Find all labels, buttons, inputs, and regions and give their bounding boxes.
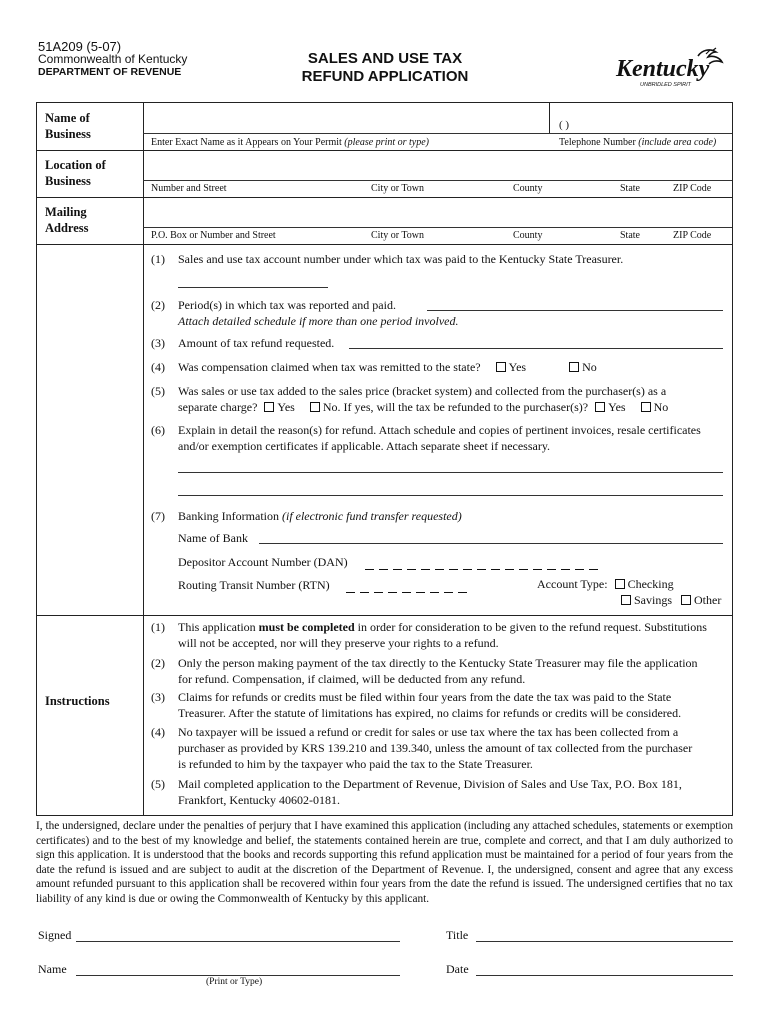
i3-text-line1: Claims for refunds or credits must be filed within four years from the date the tax was paid to the State <box>178 690 672 704</box>
bank-name-label: Name of Bank <box>178 531 248 545</box>
digit-slot[interactable] <box>402 592 411 593</box>
digit-slot[interactable] <box>407 569 416 570</box>
q2-text: Period(s) in which tax was reported and paid. <box>178 298 396 312</box>
dan-label: Depositor Account Number (DAN) <box>178 555 348 569</box>
savings-label: Savings <box>634 593 673 607</box>
mailing-label: Mailing Address <box>45 205 89 235</box>
q4-yes-checkbox[interactable] <box>496 362 506 372</box>
q2-number: (2) <box>151 298 165 312</box>
i1-text-line1: This application must be completed in order for consideration to be given to the refund request. Substitutions <box>178 620 707 634</box>
q4-number: (4) <box>151 360 165 374</box>
q6-text-line2: and/or exemption certificates if applicable. Attach separate sheet if necessary. <box>178 439 551 453</box>
digit-slot[interactable] <box>561 569 570 570</box>
horse-icon <box>610 46 730 92</box>
digit-slot[interactable] <box>444 592 453 593</box>
dan-field[interactable] <box>365 554 603 572</box>
digit-slot[interactable] <box>421 569 430 570</box>
rtn-label: Routing Transit Number (RTN) <box>178 578 330 592</box>
signed-label: Signed <box>38 928 72 942</box>
telephone-field[interactable] <box>551 105 729 132</box>
form-title <box>250 50 520 86</box>
declaration-text: I, the undersigned, declare under the penalties of perjury that I have examined this application (including any attached schedules, statements or exemption certificates) and to the best of my knowledge and belief, the statements contained herein are true, complete and correct, and that I am duly authorized to sign this application. It is understood that the books and records supporting this refund application must be maintained for a period of four years from the date the refund is issued and are subject to audit at the discretion of the Department of Revenue. I, the undersigned, consent and agree that any excess amount refunded pursuant to this application shall be recovered within four years from the date the refund is issued. The undersigned certifies that no tax liability of any kind is due or owing the Commonwealth of Kentucky by this applicant. <box>36 820 733 905</box>
i5-text-line2: Frankfort, Kentucky 40602-0181. <box>178 793 340 807</box>
print-type-hint: (Print or Type) <box>206 977 263 987</box>
title-line-2: REFUND APPLICATION <box>301 68 469 85</box>
checking-label: Checking <box>627 577 674 591</box>
bank-name-line[interactable] <box>259 543 723 544</box>
mailing-col-zip: ZIP Code <box>673 230 712 241</box>
rtn-field[interactable] <box>346 577 472 595</box>
q1-text: Sales and use tax account number under which tax was paid to the Kentucky State Treasurer. <box>178 252 624 266</box>
i2-number: (2) <box>151 656 165 670</box>
digit-slot[interactable] <box>547 569 556 570</box>
logo-tagline: UNBRIDLED SPIRIT <box>640 82 692 88</box>
q6-answer-line-1[interactable] <box>178 472 723 473</box>
digit-slot[interactable] <box>374 592 383 593</box>
i4-text-line1: No taxpayer will be issued a refund or credit for sales or use tax where the tax has been collected from a <box>178 725 679 739</box>
digit-slot[interactable] <box>360 592 369 593</box>
i4-text-line2: purchaser as provided by KRS 139.210 and 139.340, unless the amount of tax collected from the purchaser <box>178 741 693 755</box>
mailing-col-street: P.O. Box or Number and Street <box>151 230 276 241</box>
location-label: Location of Business <box>45 158 106 188</box>
instructions-label: Instructions <box>45 694 110 708</box>
title-line-1: SALES AND USE TAX <box>307 50 463 67</box>
form-code: 51A209 (5-07) <box>38 39 122 54</box>
i2-text-line2: for refund. Compensation, if claimed, will be deducted from any refund. <box>178 672 526 686</box>
q6-answer-line-2[interactable] <box>178 495 723 496</box>
location-col-state: State <box>620 183 640 194</box>
i5-number: (5) <box>151 777 165 791</box>
q4-no-label: No <box>582 360 597 374</box>
digit-slot[interactable] <box>575 569 584 570</box>
location-col-city: City or Town <box>371 183 425 194</box>
digit-slot[interactable] <box>519 569 528 570</box>
q6-number: (6) <box>151 423 165 437</box>
other-label: Other <box>694 593 722 607</box>
q4-yes-label: Yes <box>508 360 527 374</box>
logo-wordmark: Kentucky <box>616 56 710 82</box>
title-label: Title <box>446 928 469 942</box>
location-col-zip: ZIP Code <box>673 183 712 194</box>
business-name-field[interactable] <box>145 105 547 132</box>
digit-slot[interactable] <box>458 592 467 593</box>
account-type-more <box>617 592 721 608</box>
i4-number: (4) <box>151 725 165 739</box>
digit-slot[interactable] <box>365 569 374 570</box>
digit-slot[interactable] <box>505 569 514 570</box>
digit-slot[interactable] <box>379 569 388 570</box>
signed-line[interactable] <box>76 941 400 942</box>
business-name-hint: Enter Exact Name as it Appears on Your Permit (please print or type) <box>151 137 429 148</box>
kentucky-logo <box>610 46 730 92</box>
q3-answer-line[interactable] <box>349 348 723 349</box>
name-line[interactable] <box>76 975 400 976</box>
q5-no-checkbox[interactable] <box>310 402 320 412</box>
i2-text-line1: Only the person making payment of the tax directly to the Kentucky State Treasurer may file the application <box>178 656 698 670</box>
location-col-county: County <box>513 183 543 194</box>
digit-slot[interactable] <box>416 592 425 593</box>
savings-checkbox[interactable] <box>621 595 631 605</box>
mailing-col-county: County <box>513 230 543 241</box>
q4-no-checkbox[interactable] <box>569 362 579 372</box>
i5-text-line1: Mail completed application to the Department of Revenue, Division of Sales and Use Tax, P.O. Box 181, <box>178 777 682 791</box>
q5-refund-no-checkbox[interactable] <box>641 402 651 412</box>
q3-text: Amount of tax refund requested. <box>178 336 335 350</box>
i3-number: (3) <box>151 690 165 704</box>
q1-number: (1) <box>151 252 165 266</box>
digit-slot[interactable] <box>589 569 598 570</box>
q6-text-line1: Explain in detail the reason(s) for refund. Attach schedule and copies of pertinent invoices, resale certificates <box>178 423 701 437</box>
phone-parens: ( ) <box>559 119 570 131</box>
q5-text-line2: separate charge? Yes No. If yes, will the tax be refunded to the purchaser(s)? Yes No <box>178 400 669 414</box>
digit-slot[interactable] <box>449 569 458 570</box>
q2-note: Attach detailed schedule if more than one period involved. <box>178 314 459 328</box>
digit-slot[interactable] <box>533 569 542 570</box>
q4-text: Was compensation claimed when tax was remitted to the state? Yes No <box>178 360 597 374</box>
q5-yes-checkbox[interactable] <box>264 402 274 412</box>
i4-text-line3: is refunded to him by the taxpayer who paid the tax to the State Treasurer. <box>178 757 533 771</box>
q1-answer-line[interactable] <box>178 287 328 288</box>
q7-text: Banking Information (if electronic fund transfer requested) <box>178 509 462 523</box>
commonwealth-text: Commonwealth of Kentucky <box>38 52 188 66</box>
checking-checkbox[interactable] <box>615 579 625 589</box>
digit-slot[interactable] <box>430 592 439 593</box>
i1-number: (1) <box>151 620 165 634</box>
form-main-box <box>36 102 733 816</box>
telephone-hint: Telephone Number (include area code) <box>559 137 717 148</box>
q5-number: (5) <box>151 384 165 398</box>
mailing-field[interactable] <box>145 199 730 226</box>
q7-number: (7) <box>151 509 165 523</box>
name-label: Name <box>38 962 67 976</box>
digit-slot[interactable] <box>388 592 397 593</box>
location-col-street: Number and Street <box>151 183 227 194</box>
digit-slot[interactable] <box>393 569 402 570</box>
i1-text-line2: will not be accepted, nor will they preserve your rights to a refund. <box>178 636 499 650</box>
mailing-col-state: State <box>620 230 640 241</box>
date-line[interactable] <box>476 975 733 976</box>
q2-answer-line[interactable] <box>427 310 723 311</box>
mailing-col-city: City or Town <box>371 230 425 241</box>
q5-text-line1: Was sales or use tax added to the sales price (bracket system) and collected from the purchaser(s) as a <box>178 384 667 398</box>
other-checkbox[interactable] <box>681 595 691 605</box>
business-name-label: Name of Business <box>45 111 91 141</box>
location-field[interactable] <box>145 152 730 179</box>
digit-slot[interactable] <box>463 569 472 570</box>
q3-number: (3) <box>151 336 165 350</box>
form-header-left <box>38 40 187 79</box>
account-type: Account Type: Checking <box>537 577 674 591</box>
digit-slot[interactable] <box>491 569 500 570</box>
digit-slot[interactable] <box>435 569 444 570</box>
digit-slot[interactable] <box>346 592 355 593</box>
date-label: Date <box>446 962 469 976</box>
i3-text-line2: Treasurer. After the statute of limitations has expired, no claims for refunds or credits will be considered. <box>178 706 682 720</box>
digit-slot[interactable] <box>477 569 486 570</box>
title-line[interactable] <box>476 941 733 942</box>
department-name: DEPARTMENT OF REVENUE <box>38 66 182 78</box>
q5-refund-yes-checkbox[interactable] <box>595 402 605 412</box>
